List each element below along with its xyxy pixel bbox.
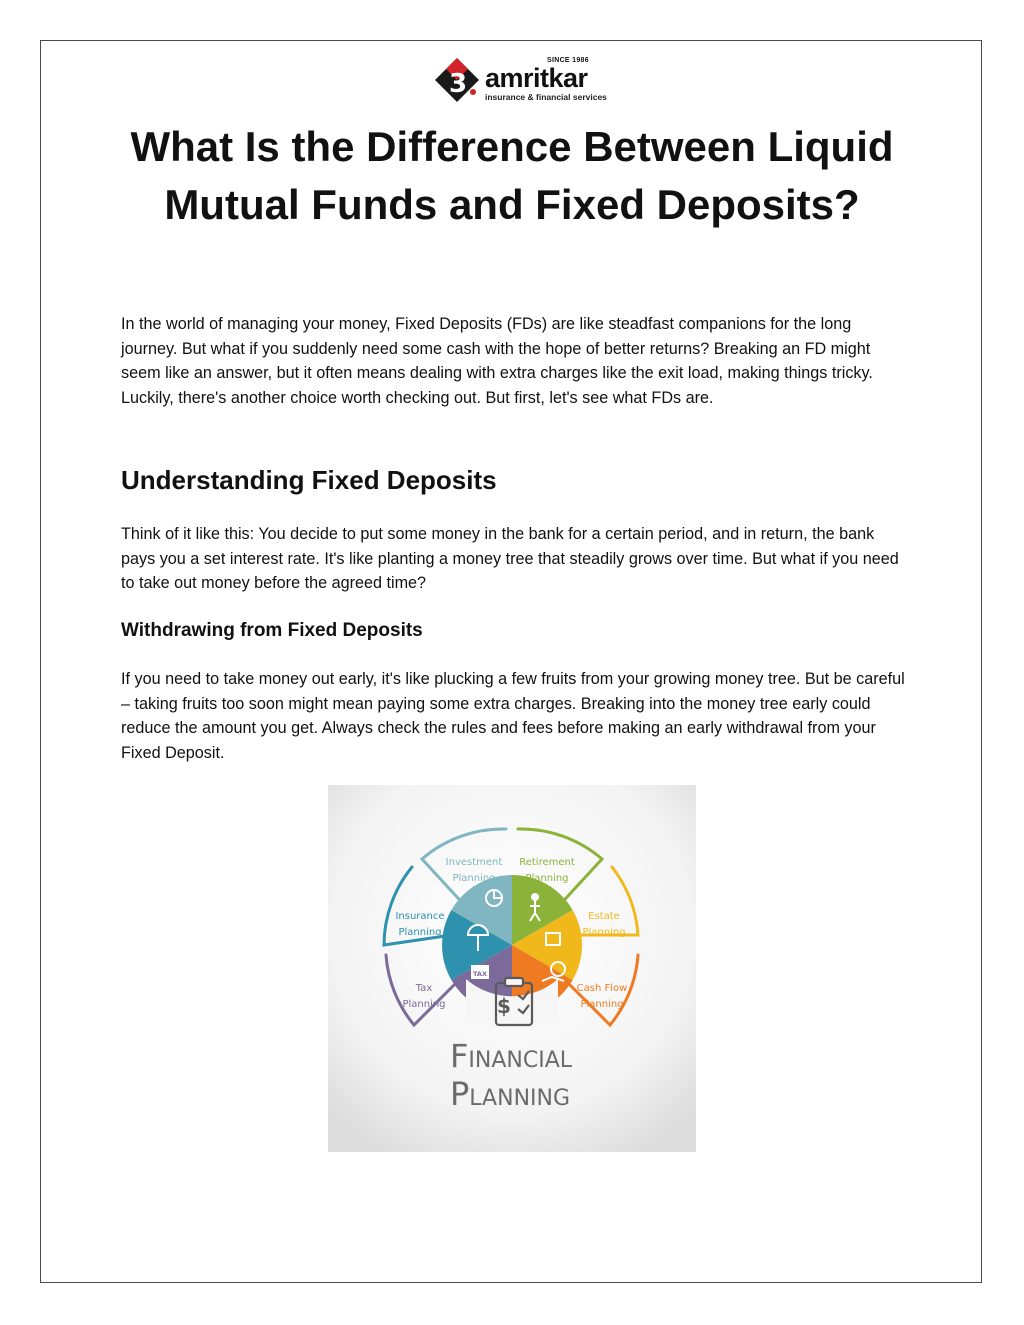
- logo-name: amritkar: [485, 63, 588, 93]
- segment-insurance-line1: Insurance: [395, 911, 445, 922]
- segment-investment-line1: Investment: [445, 857, 503, 868]
- svg-text:PLANNING: PLANNING: [450, 1075, 571, 1113]
- segment-retirement-line2: Planning: [525, 873, 569, 884]
- logo-mark-icon: [433, 56, 485, 106]
- svg-text:3: 3: [448, 69, 468, 99]
- segment-insurance-line2: Planning: [398, 927, 442, 938]
- tax-badge: TAX: [473, 970, 487, 978]
- financial-planning-illustration: [328, 785, 696, 1152]
- segment-investment-line2: Planning: [452, 873, 496, 884]
- section-body-withdrawing: If you need to take money out early, it's like plucking a few fruits from your growing money tree. But be careful – taking fruits too soon might mean paying some extra charges. Breaking into the money tree early could reduce the amount you get. Always check the rules and fees before making an early withdrawal from your Fixed Deposit.: [121, 670, 905, 762]
- segment-cashflow-line1: Cash Flow: [576, 983, 628, 994]
- section-body-understanding: Think of it like this: You decide to put some money in the bank for a certain period, and in return, the bank pays you a set interest rate. It's like planting a money tree that steadily grows over time. But what if you need to take out money before the agreed time?: [121, 525, 899, 592]
- logo-since: SINCE 1986: [547, 57, 589, 64]
- section-heading-understanding: Understanding Fixed Deposits: [121, 465, 497, 495]
- amritkar-logo: [433, 56, 607, 106]
- intro-paragraph: In the world of managing your money, Fixed Deposits (FDs) are like steadfast companions for the long journey. But what if you suddenly need some cash with the hope of better returns? Breaking an FD might seem like an answer, but it often means dealing with extra charges like the exit load, making things tricky. Luckily, there's another choice worth checking out. But first, let's see what FDs are.: [121, 315, 873, 407]
- svg-text:$: $: [497, 994, 511, 1018]
- segment-tax-line2: Planning: [402, 999, 446, 1010]
- section-heading-withdrawing: Withdrawing from Fixed Deposits: [121, 620, 423, 641]
- segment-estate-line1: Estate: [588, 911, 620, 922]
- page-title: What Is the Difference Between Liquid Mutual Funds and Fixed Deposits?: [130, 123, 894, 228]
- segment-tax-line1: Tax: [415, 983, 433, 994]
- segment-estate-line2: Planning: [582, 927, 626, 938]
- segment-cashflow-line2: Planning: [580, 999, 624, 1010]
- logo-tagline: insurance & financial services: [485, 92, 607, 102]
- svg-text:FINANCIAL: FINANCIAL: [450, 1037, 573, 1075]
- segment-retirement-line1: Retirement: [519, 857, 575, 868]
